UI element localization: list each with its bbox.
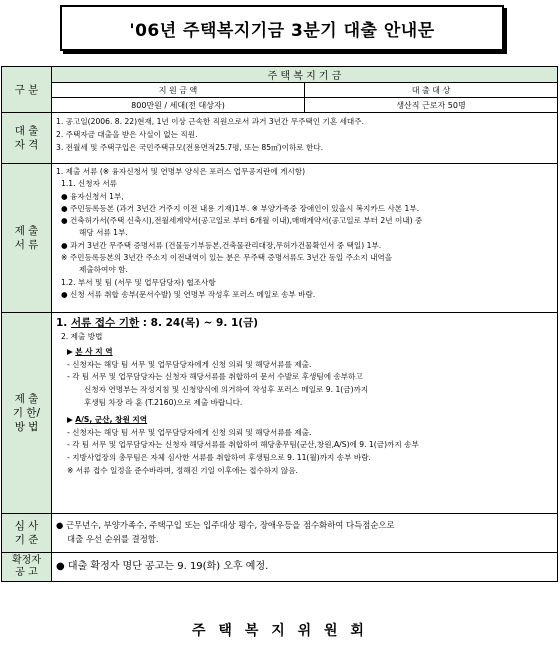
region1-line: 신청자 연명부는 작성지침 및 신청양식에 의거하여 작성후 포러스 메일로 9. 1(금)까지 xyxy=(84,385,369,395)
region2-line: - 각 팀 서무 및 업무담당자는 신청자 해당서류를 취합하여 해당총무팀(군산,창원,A/S)에 9. 1(금)까지 송부 xyxy=(67,440,419,450)
section-label-category: 구 분 xyxy=(2,67,52,113)
loan-info-table xyxy=(1,66,558,582)
documents-line: ● 융자신청서 1부, xyxy=(61,191,124,201)
documents-line: ● 과거 3년간 무주택 증명서류 (건물등기부등본,건축물관리대장,무허가건물확인서 중 택일) 1부. xyxy=(61,240,382,250)
region1-title: 본 사 지 역 xyxy=(75,346,113,356)
method-heading: 2. 제출 방법 xyxy=(61,332,103,341)
criteria-line: ● 근무년수, 부양가족수, 주택구입 또는 입주대상 평수, 장애우등을 점수화하여 다득점순으로 xyxy=(56,520,395,530)
section-label-deadline: 제 출 기 한/ 방 법 xyxy=(2,313,52,514)
region1-line: - 각 팀 서무 및 업무담당자는 신청자 해당서류를 취합하여 문서 수발로 후생팀에 송부하고 xyxy=(67,372,363,382)
documents-line: 제출하여야 함. xyxy=(79,265,128,275)
region2-line: ※ 서류 접수 일정을 준수바라며, 정해진 기일 이후에는 접수하지 않음. xyxy=(67,465,298,475)
region2-title: A/S, 군산, 창원 지역 xyxy=(75,414,148,424)
eligibility-line: 2. 주택자금 대출을 받은 사실이 없는 직원. xyxy=(56,130,198,139)
documents-line: 1. 제출 서류 (※ 융자신청서 및 연명부 양식은 포러스 업무공지란에 게시함) xyxy=(56,167,306,176)
footer-organization: 주 택 복 지 위 원 회 xyxy=(192,623,368,639)
col-header-target: 대 출 대 상 xyxy=(305,83,558,98)
col-header-amount: 지 원 금 액 xyxy=(52,83,305,98)
documents-line: ※ 주민등록등본의 3년간 주소지 이전내역이 있는 분은 무주택 증명서류도 3년간 동일 주소지 내역을 xyxy=(61,253,393,263)
documents-line: ● 신청 서류 취합 송부(문서수발) 및 연명부 작성후 포러스 메일로 송부 바람. xyxy=(61,289,316,299)
period-value: : 8. 24(목) ~ 9. 1(금) xyxy=(139,317,259,329)
deadline-content xyxy=(52,313,558,514)
triangle-icon: ▶ xyxy=(67,414,76,424)
announce-content xyxy=(52,553,558,582)
target-value: 생산직 근로자 50명 xyxy=(305,98,558,113)
documents-line: 1.2. 부서 및 팀 (서무 및 업무담당자) 협조사항 xyxy=(61,277,216,287)
eligibility-line: 1. 공고일(2006. 8. 22)현재, 1년 이상 근속한 직원으로서 과거 3년간 무주택인 기혼 세대주. xyxy=(56,117,365,126)
page-title: '06년 주택복지기금 3분기 대출 안내문 xyxy=(129,20,435,41)
triangle-icon: ▶ xyxy=(67,346,76,356)
submission-period xyxy=(56,315,553,331)
section-label-criteria: 심 사 기 준 xyxy=(2,514,52,553)
amount-value: 800만원 / 세대(전 대상자) xyxy=(52,98,305,113)
criteria-line: 대출 우선 순위를 결정함. xyxy=(67,534,159,544)
documents-line: ● 건축허가서(주택 신축시),전월세계약서(공고일로 부터 6개월 이내),매매계약서(공고일로 부터 2년 이내) 중 xyxy=(61,216,423,226)
documents-line: 해당 서류 1부. xyxy=(79,228,128,238)
region2-line: - 신청자는 해당 팀 서무 및 업무담당자에게 신청 의뢰 및 해당서류를 제출. xyxy=(67,427,312,437)
eligibility-line: 3. 전월세 및 주택구입은 국민주택규모(전용면적25.7평, 또는 85㎡)이하로 한다. xyxy=(56,143,324,152)
fund-name: 주 택 복 지 기 금 xyxy=(52,67,558,83)
region2-line: - 지방사업장의 총무팀은 자체 심사한 서류를 취합하여 후생팀으로 9. 11(월)까지 송부 바람. xyxy=(67,453,371,463)
announce-line: ● 대출 확정자 명단 공고는 9. 19(화) 오후 예정. xyxy=(56,561,269,572)
region1-line: - 신청자는 해당 팀 서무 및 업무담당자에게 신청 의뢰 및 해당서류를 제출. xyxy=(67,359,312,369)
criteria-content xyxy=(52,514,558,553)
documents-line: ● 주민등록등본 (과거 3년간 거주지 이전 내용 기재)1부. ※ 부양가족중 장애인이 있을시 복지카드 사본 1부. xyxy=(61,203,420,213)
eligibility-content xyxy=(52,113,558,164)
section-label-announce: 확정자 공 고 xyxy=(2,553,52,582)
title-box xyxy=(60,5,504,51)
section-label-documents: 제 출 서 류 xyxy=(2,164,52,313)
region2-heading xyxy=(56,414,553,427)
period-title: 서류 접수 기한 xyxy=(70,317,140,329)
region1-heading xyxy=(56,346,553,359)
documents-content xyxy=(52,164,558,313)
region1-line: 후생팀 차장 라 훈 (T.2160)으로 제출 바랍니다. xyxy=(84,397,243,407)
section-label-eligibility: 대 출 자 격 xyxy=(2,113,52,164)
documents-line: 1.1. 신청자 서류 xyxy=(61,179,117,189)
period-prefix: 1. xyxy=(56,317,71,329)
